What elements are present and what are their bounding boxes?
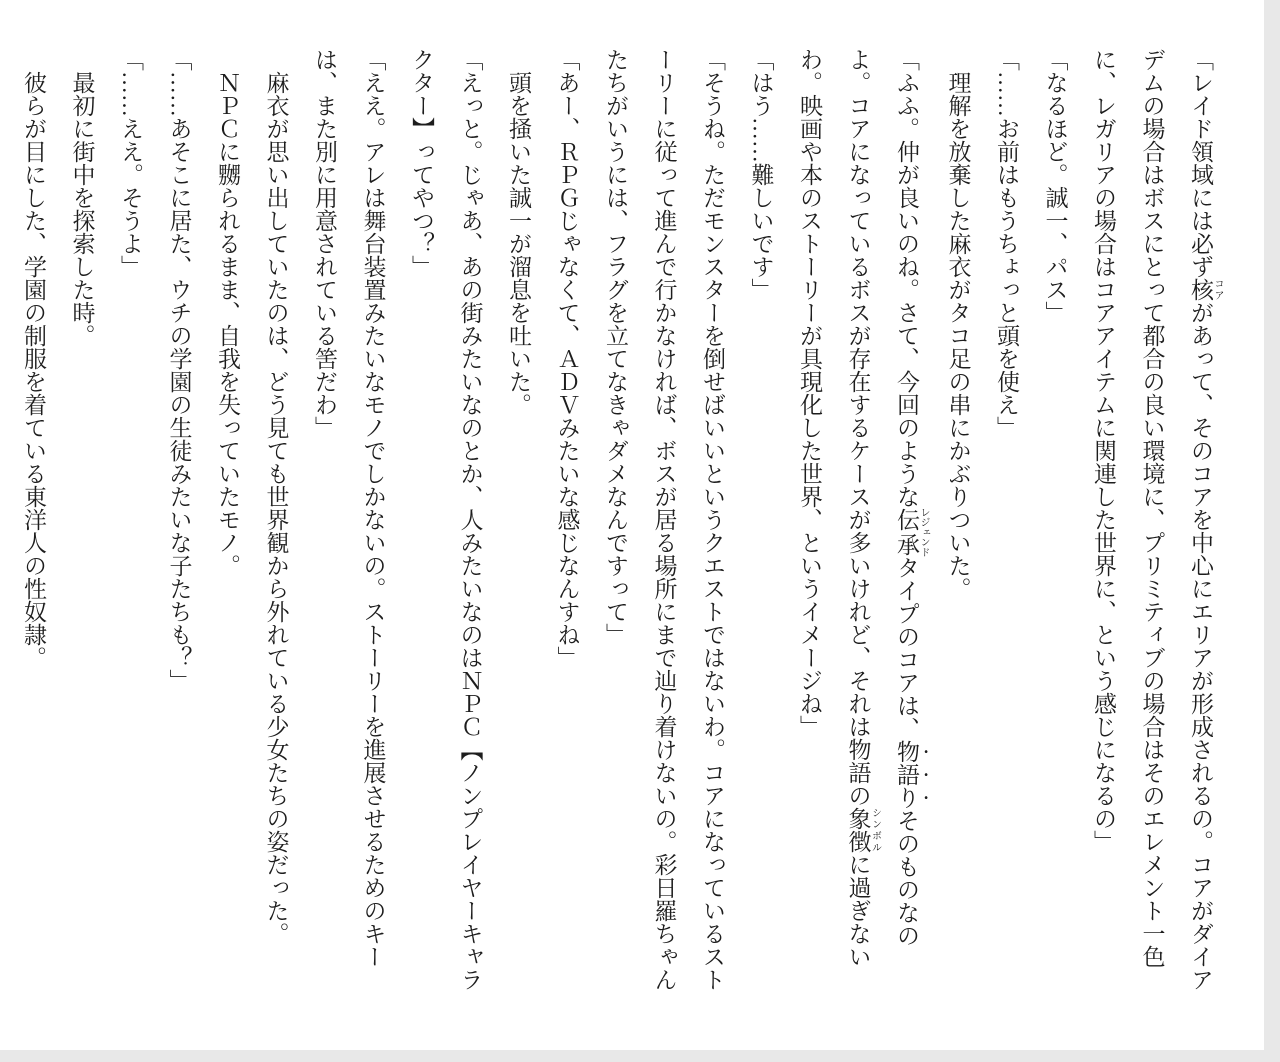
paragraph: 「そうね。ただモンスターを倒せばいいというクエストではないわ。コアになっているストーリーに従って進んで行かなければ、ボスが居る場所にまで辿り着けないの。彩日羅ちゃんたちがいうには、フラグを立てなきゃダメなんですって」 xyxy=(603,48,725,991)
ruby-annotated-text: 核 コア xyxy=(1188,278,1223,301)
paragraph: 「ふふ。仲が良いのね。さて、今回のような伝承 レジェンドタイプのコアは、物語りそのものなのよ。コアになっているボスが存在するケースが多いけれど、それは物語の象徴 シンボルに過ぎないわ。映画や本のストーリーが具現化した世界、というイメージね」 xyxy=(797,48,929,968)
ruby-annotated-text: 象徴 シンボル xyxy=(845,807,881,853)
paragraph: 「……ええ。そうよ」 xyxy=(118,48,143,278)
emphasized-text: 物語り xyxy=(894,740,919,809)
paragraph: 「レイド領域には必ず核 コアがあって、そのコアを中心にエリアが形成されるの。コアがダイアデムの場合はボスにとって都合の良い環境に、プリミティブの場合はそのエレメント一色に、レガリアの場合はコアアイテムに関連した世界に、という感じになるの」 xyxy=(1091,48,1223,991)
furigana: レジェンド xyxy=(918,507,929,557)
paragraph: 「なるほど。誠一、パス」 xyxy=(1042,48,1068,324)
paragraph: 「はう……難しいです」 xyxy=(748,48,774,301)
paragraph: 「……お前はもうちょっと頭を使え」 xyxy=(994,48,1019,439)
furigana: シンボル xyxy=(869,807,881,853)
paragraph: 「えっと。じゃあ、あの街みたいなのとか、人みたいなのはＮＰＣ【ノンプレイヤーキャラクター】ってやつ？」 xyxy=(409,48,483,991)
paragraph: 理解を放棄した麻衣がタコ足の串にかぶりついた。 xyxy=(945,71,971,600)
furigana: コア xyxy=(1212,278,1223,301)
paragraph: 彼らが目にした、学園の制服を着ている東洋人の性奴隷。 xyxy=(21,71,46,669)
paragraph: ＮＰＣに嬲られるまま、自我を失っていたモノ。 xyxy=(215,71,240,577)
paragraph: 「ええ。アレは舞台装置みたいなモノでしかないの。ストーリーを進展させるためのキーは、また別に用意されている筈だわ」 xyxy=(312,48,386,968)
paragraph: 「……あそこに居た、ウチの学園の生徒みたいな子たちも？」 xyxy=(166,48,192,692)
paragraph: 麻衣が思い出していたのは、どう見ても世界観から外れている少女たちの姿だった。 xyxy=(263,71,289,945)
page-text xyxy=(9,48,1225,992)
paragraph: 頭を掻いた誠一が溜息を吐いた。 xyxy=(506,71,531,416)
ruby-annotated-text: 伝承 レジェンド xyxy=(894,507,929,557)
paragraph: 最初に街中を探索した時。 xyxy=(69,71,95,347)
paragraph: 「あー、ＲＰＧじゃなくて、ＡＤＶみたいな感じなんすね」 xyxy=(554,48,580,669)
